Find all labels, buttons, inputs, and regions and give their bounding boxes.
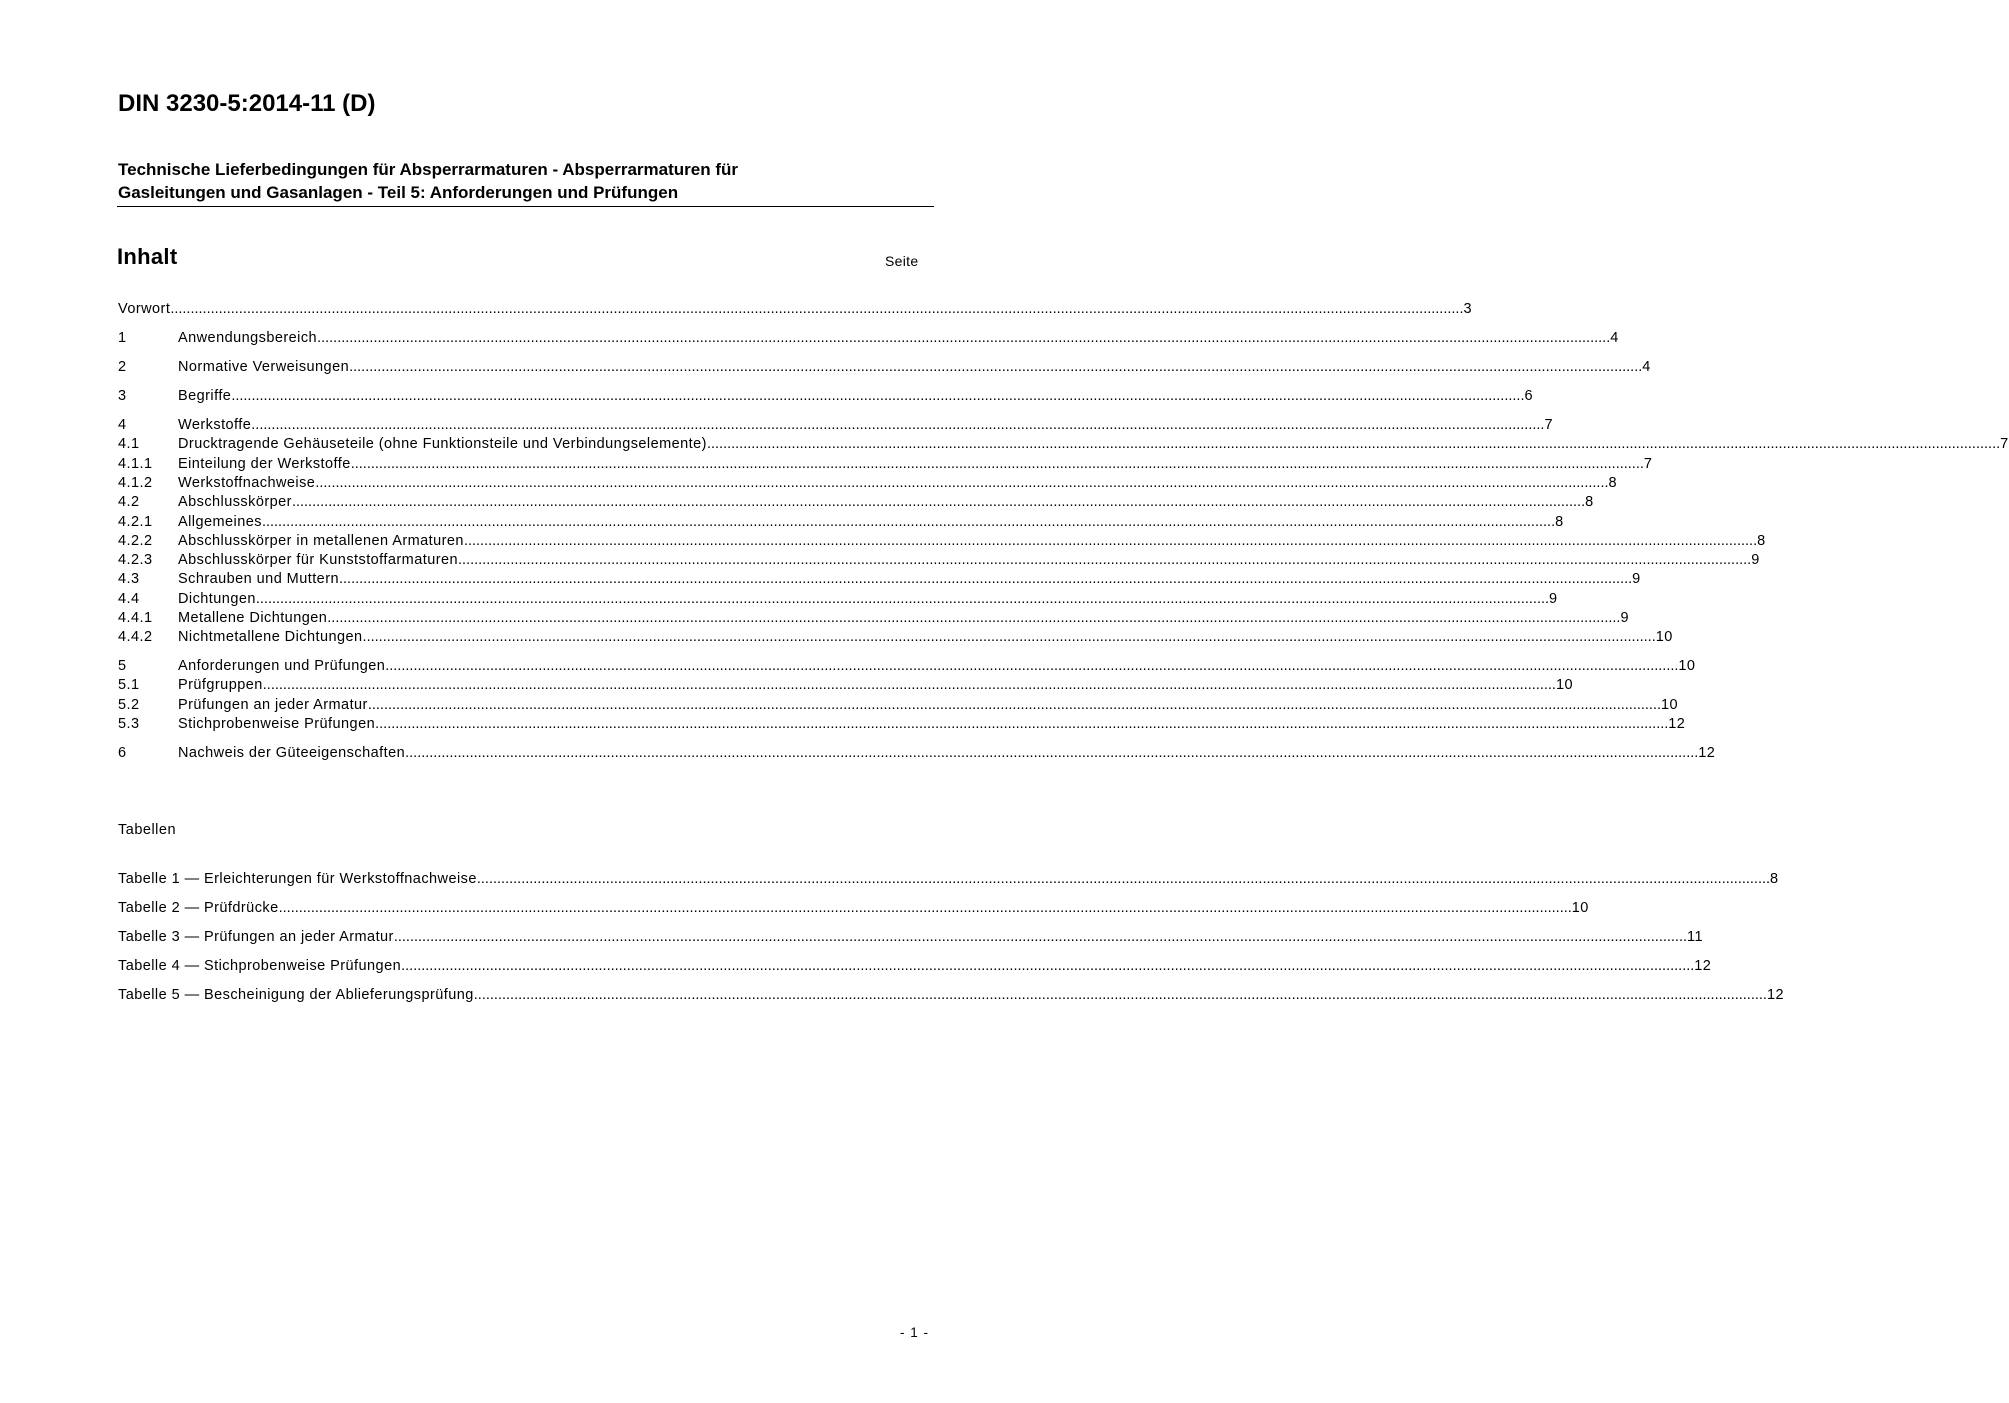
toc-entry-page: 8 [1757, 532, 1766, 549]
toc-entry-leader [256, 590, 1549, 609]
table-list-entry-leader [477, 870, 1770, 889]
toc-entry-leader [368, 696, 1661, 715]
toc-entry-title: Vorwort [118, 301, 171, 317]
table-list-entry[interactable] [118, 957, 1712, 976]
table-list-entry-title: Tabelle 1 — Erleichterungen für Werkstoffnachweise [118, 871, 477, 887]
toc-entry-page: 4 [1642, 359, 1651, 375]
toc-entry[interactable] [118, 532, 1766, 551]
toc-entry-number: 4.1.2 [118, 474, 153, 491]
table-list-entry[interactable] [118, 986, 1784, 1005]
table-list-entry[interactable] [118, 870, 1779, 889]
toc-entry-title: Normative Verweisungen [178, 359, 350, 375]
toc-entry-leader [317, 329, 1610, 348]
table-list-entry-page: 11 [1687, 929, 1703, 945]
toc-entry-page: 6 [1524, 388, 1533, 404]
toc-entry-leader [363, 628, 1656, 647]
toc-entry-leader [315, 474, 1608, 493]
toc-entry-page: 9 [1751, 552, 1760, 569]
toc-entry[interactable] [118, 416, 1553, 435]
toc-entry-number: 4.2.1 [118, 513, 153, 530]
toc-entry-title: Abschlusskörper [178, 494, 292, 511]
toc-entry-title: Nachweis der Güteeigenschaften [178, 744, 406, 761]
toc-entry[interactable] [118, 493, 1594, 512]
toc-entry-page: 12 [1668, 715, 1686, 732]
toc-entry-number: 4.1.1 [118, 455, 153, 472]
toc-entry-page: 10 [1661, 696, 1679, 713]
toc-entry-title: Prüfgruppen [178, 677, 263, 694]
toc-entry-leader [292, 493, 1585, 512]
toc-entry[interactable] [118, 628, 1673, 647]
toc-entry-number: 4.2.2 [118, 532, 153, 549]
toc-entry[interactable] [118, 300, 1472, 319]
toc-entry-title: Allgemeines [178, 513, 262, 530]
table-list-entry-leader [279, 899, 1572, 918]
toc-entry-page: 12 [1698, 744, 1716, 761]
toc-entry-number: 1 [118, 330, 127, 346]
table-list-entry-leader [394, 928, 1687, 947]
toc-entry-page: 9 [1632, 571, 1641, 588]
toc-entry-page: 10 [1678, 658, 1696, 674]
toc-entry-leader [405, 744, 1698, 763]
page-number: - 1 - [900, 1325, 930, 1340]
toc-entry-number: 5.2 [118, 696, 140, 713]
toc-entry-leader [351, 455, 1644, 474]
toc-entry-page: 3 [1463, 301, 1472, 317]
toc-heading: Inhalt [117, 244, 178, 269]
table-list-entry-title: Tabelle 4 — Stichprobenweise Prüfungen [118, 958, 402, 974]
toc-entry-page: 9 [1620, 610, 1629, 626]
toc-entry-page: 8 [1555, 513, 1564, 530]
table-list-entry-page: 10 [1571, 900, 1589, 916]
toc-entry-title: Schrauben und Muttern [178, 571, 339, 588]
toc-entry-page: 9 [1549, 590, 1558, 607]
toc-entry-number: 4.2.3 [118, 552, 153, 569]
toc-entry-title: Nichtmetallene Dichtungen [178, 629, 363, 646]
table-list-entry-page: 12 [1766, 987, 1784, 1003]
toc-entry-leader [375, 715, 1668, 734]
toc-entry[interactable] [118, 676, 1573, 695]
toc-entry-title: Dichtungen [178, 590, 256, 607]
table-list-entry-title: Tabelle 5 — Bescheinigung der Ablieferungsprüfung [118, 987, 474, 1003]
toc-entry-page: 7 [2000, 436, 2009, 453]
table-list-entry-leader [474, 986, 1767, 1005]
document-title: DIN 3230-5:2014-11 (D) [118, 90, 376, 117]
toc-entry-leader [231, 387, 1524, 406]
table-list-entry[interactable] [118, 928, 1703, 947]
toc-entry-number: 4.1 [118, 436, 140, 453]
toc-entry-leader [349, 358, 1642, 377]
toc-entry[interactable] [118, 590, 1558, 609]
toc-entry[interactable] [118, 696, 1679, 715]
toc-entry-number: 2 [118, 359, 127, 375]
toc-entry-page: 7 [1643, 455, 1653, 472]
toc-entry-number: 6 [118, 744, 127, 761]
title-divider [117, 206, 934, 207]
toc-entry-number: 4.2 [118, 494, 140, 511]
toc-entry-number: 3 [118, 388, 127, 404]
toc-entry-leader [327, 609, 1620, 628]
toc-entry-title: Prüfungen an jeder Armatur [178, 696, 368, 713]
toc-entry-title: Abschlusskörper für Kunststoffarmaturen [178, 552, 459, 569]
toc-entry-leader [262, 513, 1555, 532]
toc-entry[interactable] [118, 358, 1651, 377]
tables-heading: Tabellen [118, 822, 177, 838]
toc-entry-title: Metallene Dichtungen [178, 610, 328, 626]
toc-entry[interactable] [118, 455, 1653, 474]
toc-entry[interactable] [118, 715, 1686, 734]
toc-entry-leader [339, 570, 1632, 589]
toc-entry[interactable] [118, 551, 1760, 570]
toc-entry-leader [263, 676, 1556, 695]
toc-entry-number: 5 [118, 658, 127, 674]
toc-entry-title: Drucktragende Gehäuseteile (ohne Funktionsteile und Verbindungselemente) [178, 436, 707, 453]
toc-entry-leader [170, 300, 1463, 319]
toc-entry[interactable] [118, 329, 1619, 348]
toc-entry-leader [464, 532, 1757, 551]
toc-entry[interactable] [118, 387, 1533, 406]
toc-entry-leader [385, 657, 1678, 676]
table-list-entry-title: Tabelle 2 — Prüfdrücke [118, 900, 279, 916]
toc-entry-title: Werkstoffnachweise [178, 474, 316, 491]
toc-entry-page: 10 [1655, 629, 1673, 646]
toc-entry-page: 7 [1544, 417, 1553, 433]
toc-page-heading: Seite [885, 253, 919, 269]
toc-entry-leader [458, 551, 1751, 570]
toc-entry-number: 5.1 [118, 677, 140, 694]
table-list-entry-page: 8 [1770, 871, 1779, 887]
table-list-entry[interactable] [118, 899, 1589, 918]
toc-entry[interactable] [118, 513, 1564, 532]
toc-entry-title: Anforderungen und Prüfungen [178, 658, 386, 674]
toc-entry[interactable] [118, 744, 1716, 763]
toc-entry-leader [251, 416, 1544, 435]
toc-entry-title: Anwendungsbereich [178, 330, 318, 346]
toc-entry-title: Abschlusskörper in metallenen Armaturen [178, 532, 464, 549]
toc-entry[interactable] [118, 474, 1618, 493]
toc-entry-page: 8 [1608, 474, 1618, 491]
toc-entry-number: 4.4 [118, 590, 140, 607]
document-subtitle [118, 158, 918, 204]
toc-entry-title: Begriffe [178, 388, 232, 404]
toc-entry[interactable] [118, 570, 1641, 589]
subtitle-line-2: Gasleitungen und Gasanlagen - Teil 5: Anforderungen und Prüfungen [118, 183, 679, 202]
table-list-entry-title: Tabelle 3 — Prüfungen an jeder Armatur [118, 929, 394, 945]
toc-entry-leader [707, 435, 2000, 454]
toc-entry-title: Einteilung der Werkstoffe [178, 455, 351, 472]
toc-entry-number: 4 [118, 417, 127, 433]
toc-entry-number: 4.4.1 [118, 610, 153, 626]
toc-entry-page: 8 [1585, 494, 1594, 511]
toc-entry-number: 4.4.2 [118, 629, 153, 646]
toc-entry-title: Werkstoffe [178, 417, 252, 433]
toc-entry[interactable] [118, 435, 2009, 454]
toc-entry-page: 4 [1610, 330, 1619, 346]
toc-entry-title: Stichprobenweise Prüfungen [178, 715, 376, 732]
table-list-entry-leader [401, 957, 1694, 976]
toc-entry[interactable] [118, 657, 1696, 676]
toc-entry-number: 4.3 [118, 571, 140, 588]
table-list-entry-page: 12 [1694, 958, 1712, 974]
subtitle-line-1: Technische Lieferbedingungen für Absperrarmaturen - Absperrarmaturen für [118, 160, 738, 179]
toc-entry-number: 5.3 [118, 715, 140, 732]
toc-entry-page: 10 [1555, 677, 1573, 694]
toc-entry[interactable] [118, 609, 1629, 628]
